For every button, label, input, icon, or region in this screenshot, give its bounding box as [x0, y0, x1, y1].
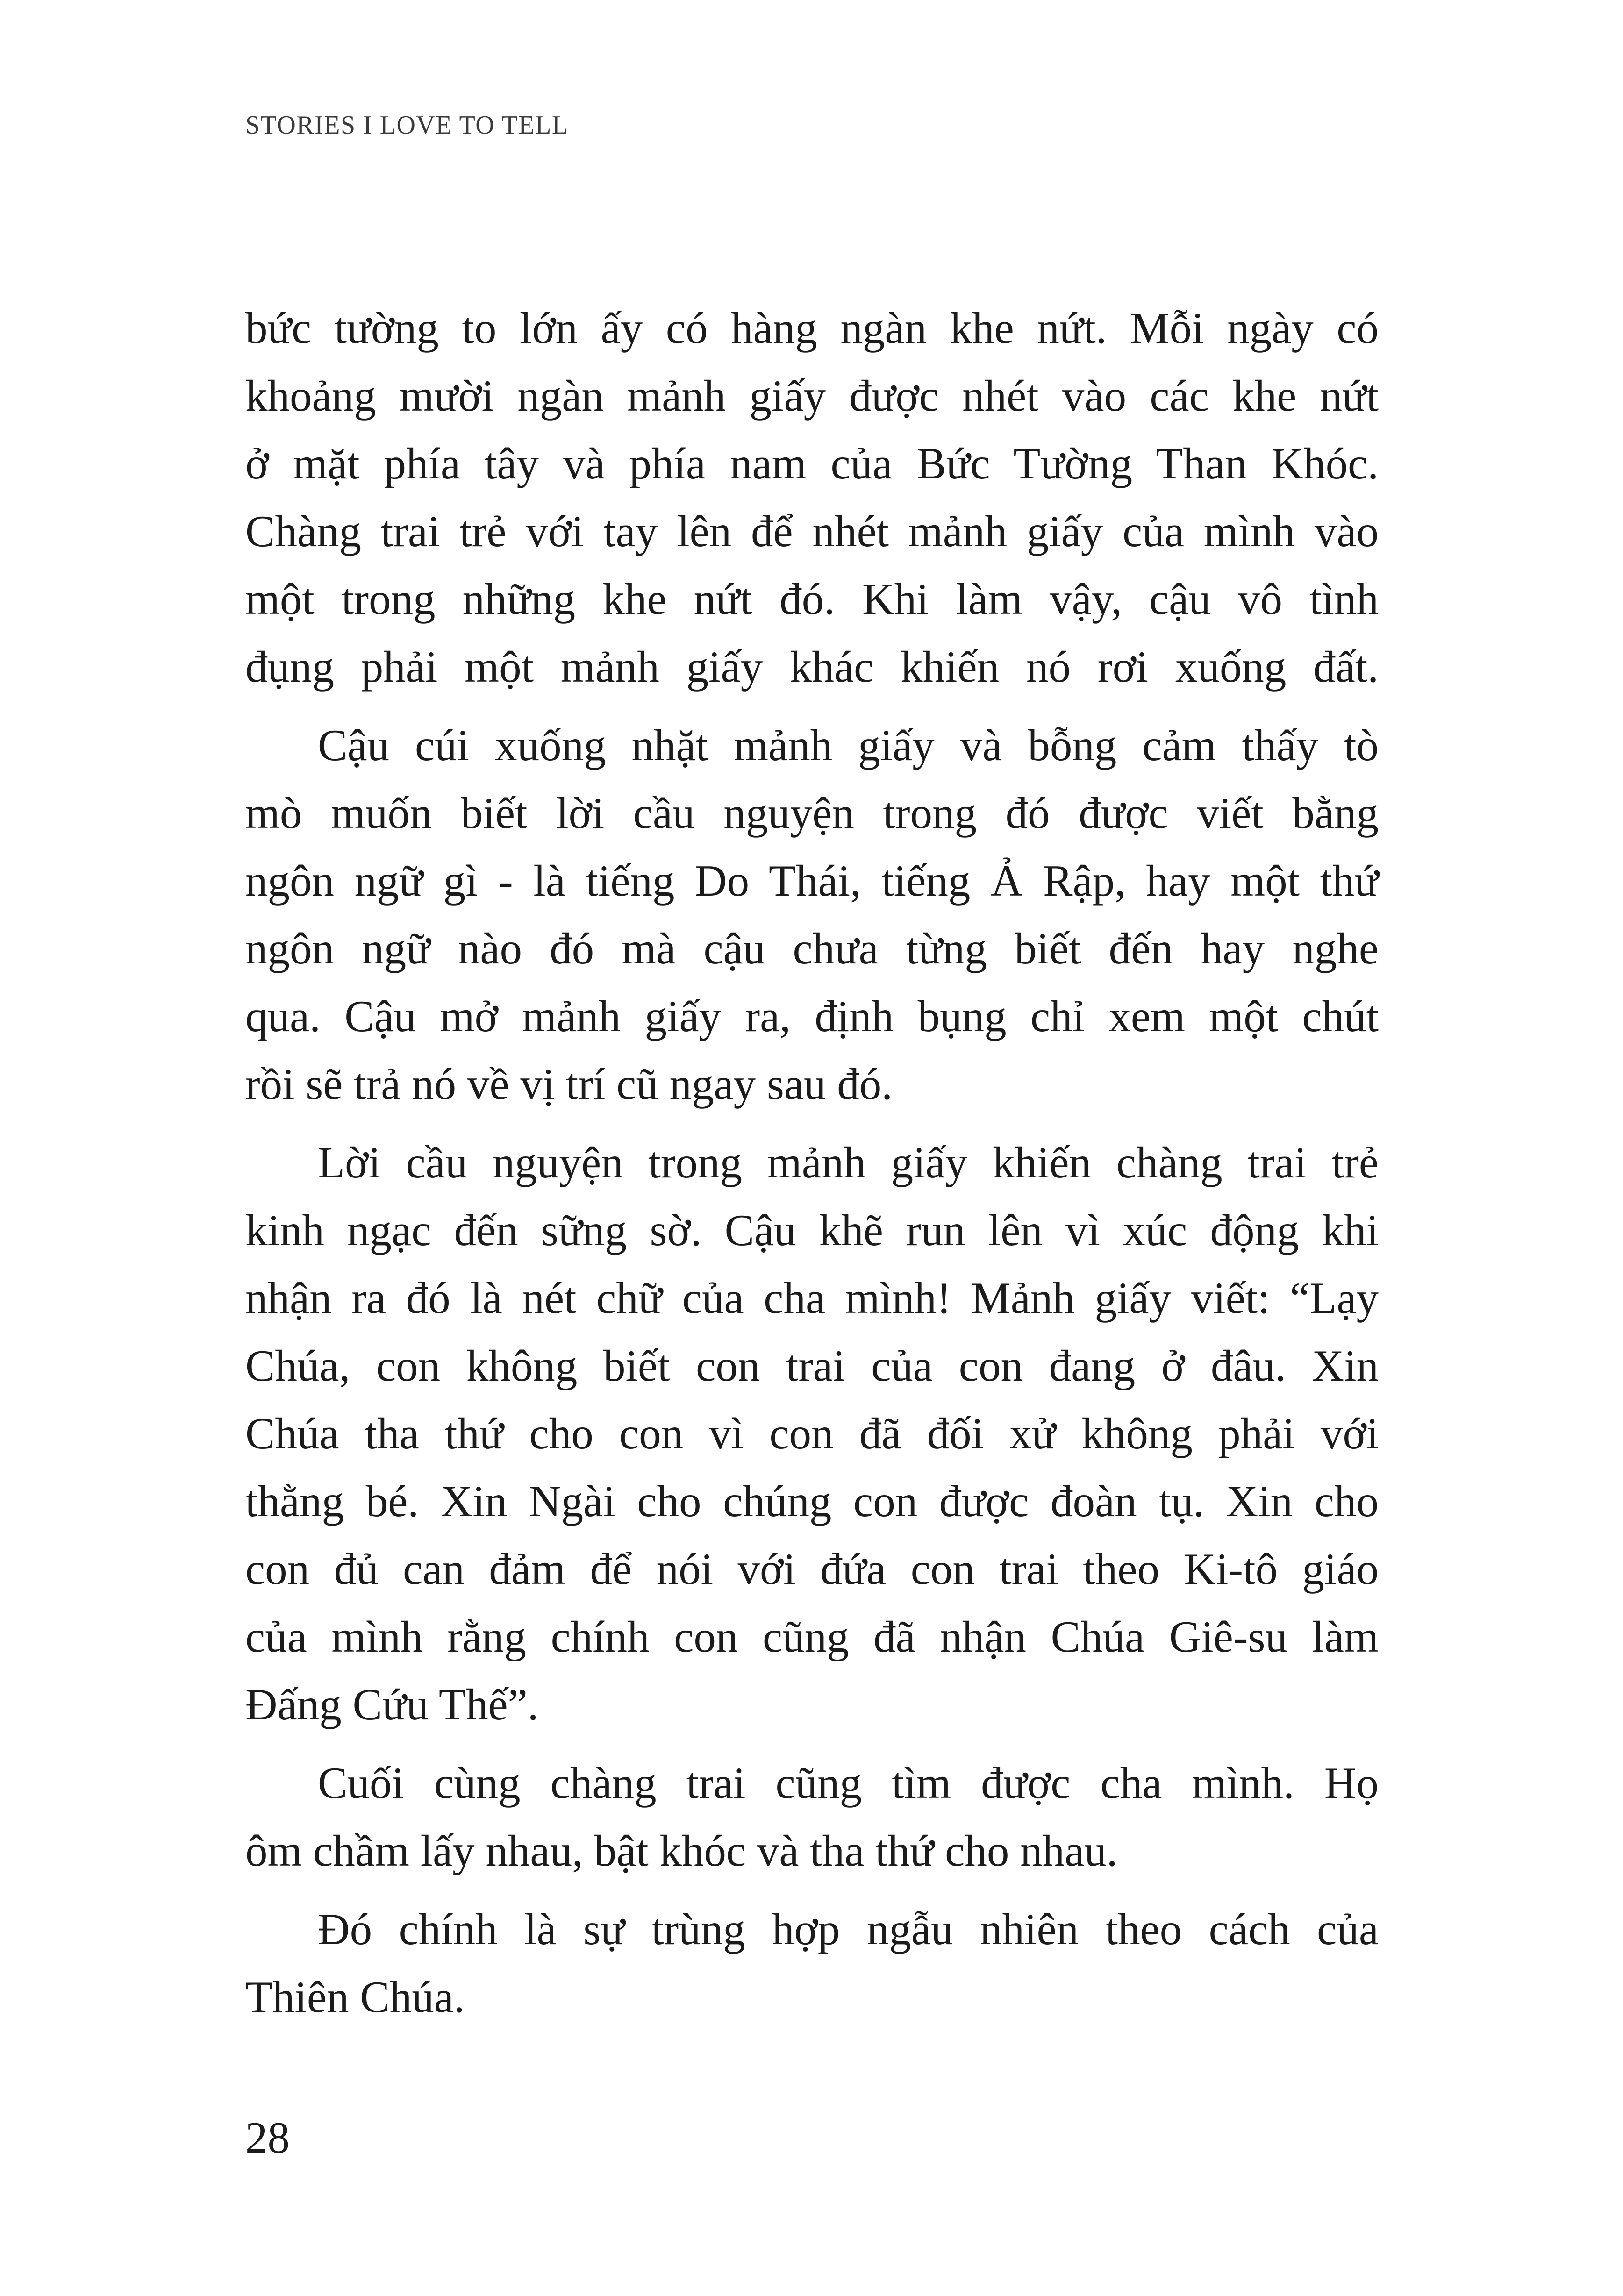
text-line: khoảng mười ngàn mảnh giấy được nhét vào các khe nứt — [245, 371, 1379, 421]
text-line: qua. Cậu mở mảnh giấy ra, định bụng chỉ xem một chút — [245, 991, 1379, 1041]
text-line: ngôn ngữ nào đó mà cậu chưa từng biết đến hay nghe — [245, 924, 1379, 973]
text-line: Đó chính là sự trùng hợp ngẫu nhiên theo cách của — [318, 1904, 1379, 1954]
text-line: nhận ra đó là nét chữ của cha mình! Mảnh giấy viết: “Lạy — [245, 1273, 1379, 1323]
text-line: Đấng Cứu Thế”. — [245, 1680, 539, 1729]
text-line: ngôn ngữ gì - là tiếng Do Thái, tiếng Ả Rập, hay một thứ — [245, 856, 1379, 906]
text-line: kinh ngạc đến sững sờ. Cậu khẽ run lên vì xúc động khi — [245, 1205, 1379, 1255]
paragraph — [245, 294, 1379, 701]
page-number: 28 — [245, 2113, 290, 2162]
text-line: Chúa, con không biết con trai của con đang ở đâu. Xin — [245, 1341, 1379, 1390]
text-line: Lời cầu nguyện trong mảnh giấy khiến chàng trai trẻ — [318, 1138, 1379, 1187]
paragraph — [245, 1896, 1379, 2031]
text-line: rồi sẽ trả nó về vị trí cũ ngay sau đó. — [245, 1059, 893, 1109]
text-line: con đủ can đảm để nói với đứa con trai theo Ki-tô giáo — [245, 1544, 1379, 1594]
text-line: bức tường to lớn ấy có hàng ngàn khe nứt. Mỗi ngày có — [245, 303, 1379, 353]
text-line: ở mặt phía tây và phía nam của Bức Tường Than Khóc. — [245, 439, 1379, 488]
running-header: STORIES I LOVE TO TELL — [245, 111, 569, 140]
text-line: Chàng trai trẻ với tay lên để nhét mảnh giấy của mình vào — [245, 506, 1379, 556]
text-line: một trong những khe nứt đó. Khi làm vậy, cậu vô tình — [245, 574, 1379, 624]
text-line: Cuối cùng chàng trai cũng tìm được cha mình. Họ — [318, 1758, 1379, 1808]
text-line: Chúa tha thứ cho con vì con đã đối xử không phải với — [245, 1409, 1379, 1458]
text-line: ôm chầm lấy nhau, bật khóc và tha thứ cho nhau. — [245, 1826, 1118, 1875]
text-line: thằng bé. Xin Ngài cho chúng con được đoàn tụ. Xin cho — [245, 1476, 1379, 1526]
text-line: mò muốn biết lời cầu nguyện trong đó được viết bằng — [245, 788, 1379, 838]
paragraph — [245, 1749, 1379, 1885]
body-text — [245, 294, 1379, 2031]
paragraph — [245, 1129, 1379, 1739]
paragraph — [245, 712, 1379, 1118]
text-line: Thiên Chúa. — [245, 1972, 465, 2022]
text-line: của mình rằng chính con cũng đã nhận Chúa Giê-su làm — [245, 1612, 1379, 1661]
text-line: đụng phải một mảnh giấy khác khiến nó rơi xuống đất. — [245, 642, 1379, 692]
text-line: Cậu cúi xuống nhặt mảnh giấy và bỗng cảm thấy tò — [318, 720, 1379, 770]
